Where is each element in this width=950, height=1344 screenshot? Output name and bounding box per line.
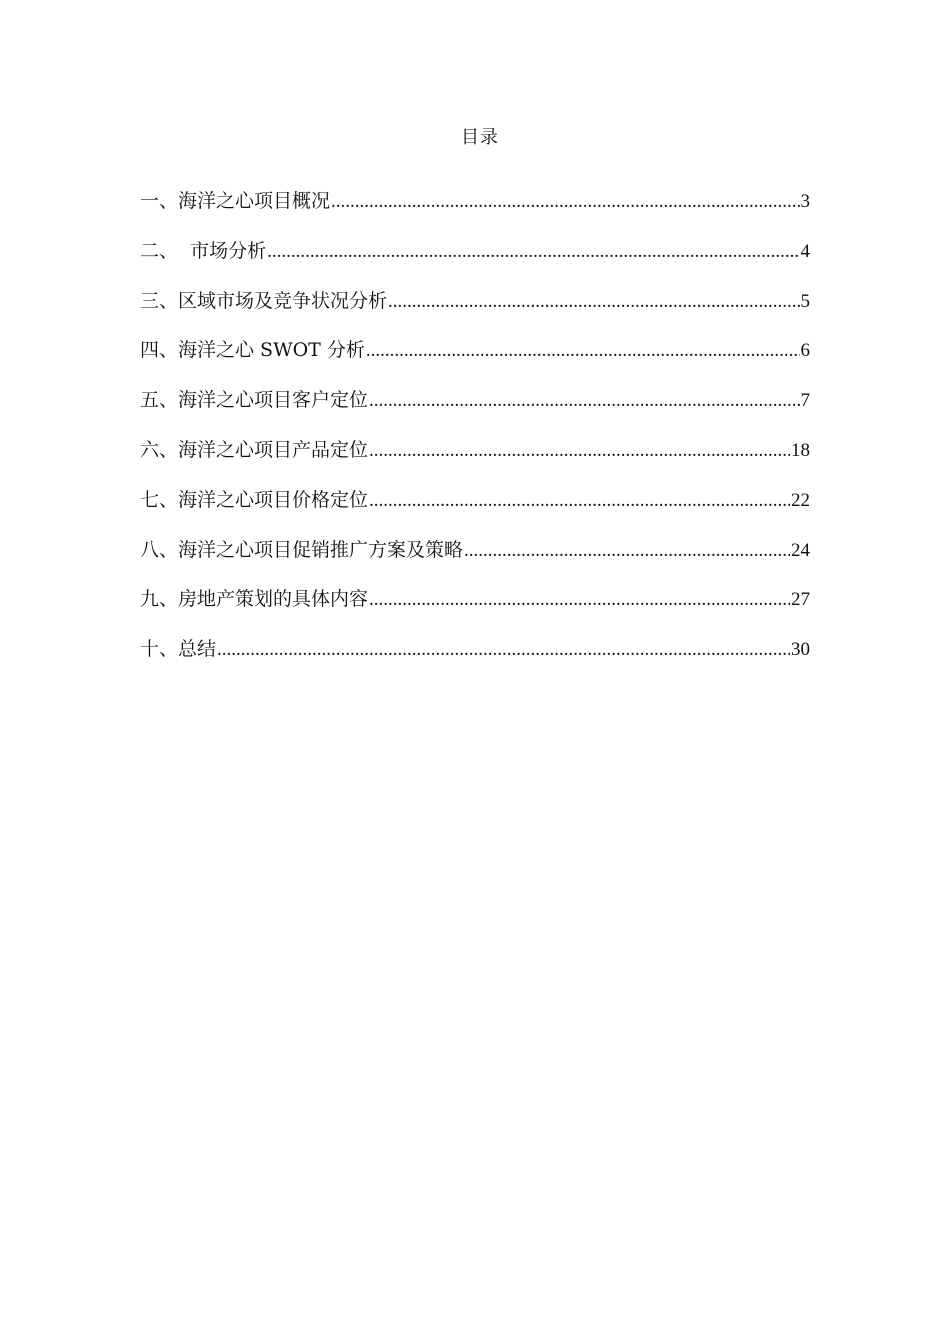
- toc-entry[interactable]: [140, 535, 810, 585]
- toc-entry-page: 5: [800, 290, 810, 312]
- toc-entry[interactable]: [140, 335, 810, 385]
- toc-title: 目录: [461, 127, 499, 148]
- toc-entry-page: 27: [791, 589, 810, 611]
- toc-entry-text: 海洋之心项目产品定位: [178, 438, 369, 461]
- toc-entry[interactable]: [140, 435, 810, 485]
- toc-entry-text: 房地产策划的具体内容: [178, 588, 369, 611]
- toc-entry-text: 海洋之心 SWOT 分析: [178, 339, 365, 362]
- toc-entry-number: 二、: [140, 239, 191, 262]
- toc-dot-leader: [388, 287, 799, 317]
- toc-dot-leader: [267, 237, 799, 267]
- toc-entry-number: 四、: [140, 339, 179, 362]
- toc-entry-number: 三、: [140, 289, 179, 312]
- toc-dot-leader: [366, 336, 800, 366]
- toc-dot-leader: [369, 585, 790, 615]
- toc-entry-text: 总结: [178, 638, 217, 661]
- toc-entry[interactable]: [140, 286, 810, 336]
- toc-entry-text: 海洋之心项目客户定位: [178, 389, 369, 412]
- toc-dot-leader: [369, 386, 799, 416]
- toc-dot-leader: [331, 187, 799, 217]
- toc-entry[interactable]: [140, 485, 810, 535]
- toc-entry-number: 十、: [140, 638, 179, 661]
- toc-entry-page: 30: [791, 639, 810, 661]
- toc-entry-page: 7: [800, 390, 810, 412]
- toc-entry-page: 3: [800, 191, 810, 212]
- toc-dot-leader: [464, 536, 790, 566]
- toc-entry-number: 一、: [140, 190, 179, 212]
- toc-entry[interactable]: [140, 634, 810, 684]
- toc-entry-text: 海洋之心项目价格定位: [178, 488, 369, 511]
- toc-entry[interactable]: [140, 584, 810, 634]
- toc-entry-text: 区域市场及竞争状况分析: [178, 289, 388, 312]
- toc-entry-page: 22: [791, 489, 810, 511]
- toc-entry-page: 18: [791, 439, 810, 461]
- toc-entry-number: 五、: [140, 389, 179, 412]
- toc-entry-number: 七、: [140, 488, 179, 511]
- toc-dot-leader: [369, 486, 790, 516]
- toc-entry-number: 六、: [140, 438, 179, 461]
- toc-entry-text: 市场分析: [190, 239, 267, 262]
- toc-entry-text: 海洋之心项目概况: [178, 190, 331, 212]
- toc-entry[interactable]: [140, 186, 810, 236]
- toc-entry[interactable]: [140, 236, 810, 286]
- table-of-contents: [140, 186, 810, 684]
- toc-entry-page: 6: [800, 340, 810, 362]
- toc-entry-text: 海洋之心项目促销推广方案及策略: [178, 538, 464, 561]
- toc-dot-leader: [217, 635, 790, 665]
- toc-entry-page: 24: [791, 539, 810, 561]
- toc-dot-leader: [369, 436, 790, 466]
- toc-entry[interactable]: [140, 385, 810, 435]
- toc-entry-page: 4: [800, 240, 810, 262]
- toc-entry-number: 九、: [140, 588, 179, 611]
- toc-entry-number: 八、: [140, 538, 179, 561]
